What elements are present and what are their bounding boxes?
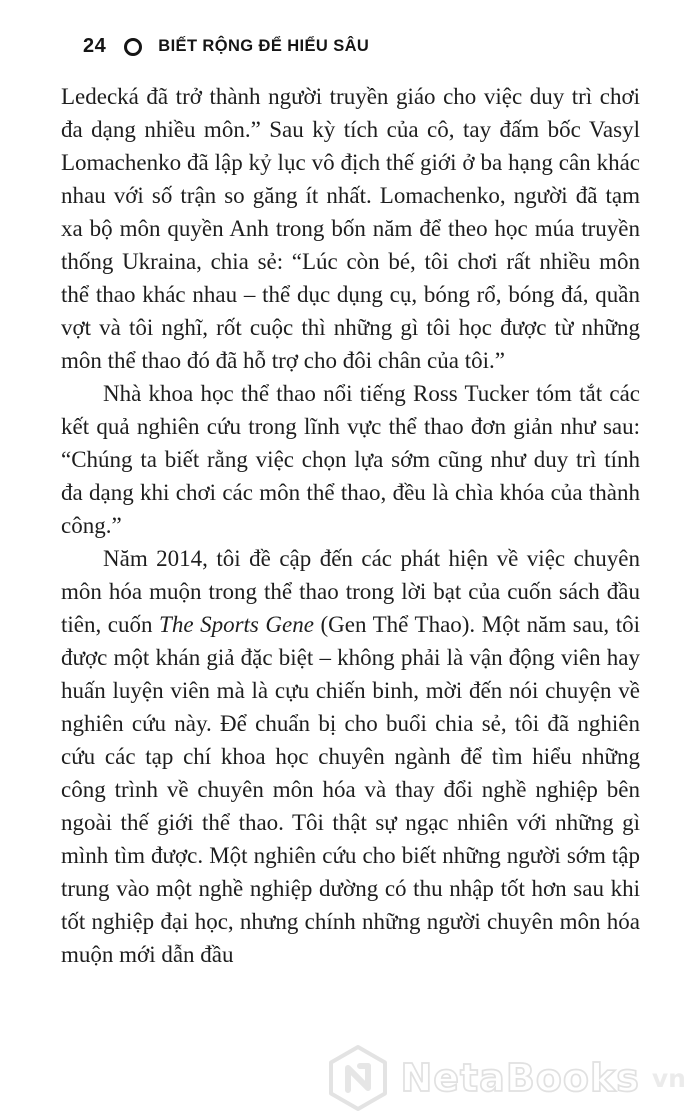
paragraph-ledecka (61, 80, 640, 377)
watermark-tld-text: vn (651, 1063, 686, 1093)
netabooks-watermark (326, 1044, 686, 1112)
netabooks-hexagon-logo-icon (326, 1044, 390, 1112)
paragraph-text: Ledecká đã trở thành người truyền giáo cho việc duy trì chơi đa dạng nhiều môn.” Sau kỳ tích của cô, tay đấm bốc Vasyl Lomachenko đã lập kỷ lục vô địch thế giới ở ba hạng cân khác nhau với số trận so găng ít nhất. Lomachenko, người đã tạm xa bộ môn quyền Anh trong bốn năm để theo học múa truyền thống Ukraina, chia sẻ: “Lúc còn bé, tôi chơi rất nhiều môn thể thao khác nhau – thể dục dụng cụ, bóng rổ, bóng đá, quần vợt và tôi nghĩ, rốt cuộc thì những gì tôi học được từ những môn thể thao đó đã hỗ trợ cho đôi chân của tôi.” (61, 84, 640, 373)
running-title: BIẾT RỘNG ĐỂ HIỂU SÂU (158, 37, 370, 55)
paragraph-text: Năm 2014, tôi đề cập đến các phát hiện về việc chuyên môn hóa muộn trong thể thao trong lời bạt của cuốn sách đầu tiên, cuốn (61, 546, 640, 637)
watermark-brand-text: NetaBooks (400, 1056, 640, 1100)
paragraph-nam-2014 (61, 542, 640, 971)
circle-bullet-icon (124, 38, 142, 56)
paragraph-ross-tucker (61, 377, 640, 542)
book-title-italic: The Sports Gene (159, 612, 314, 637)
paragraph-text: (Gen Thể Thao). Một năm sau, tôi được một khán giả đặc biệt – không phải là vận động viên hay huấn luyện viên mà là cựu chiến binh, mời đến nói chuyện về nghiên cứu này. Để chuẩn bị cho buổi chia sẻ, tôi đã nghiên cứu các tạp chí khoa học chuyên ngành để tìm hiểu những công trình về chuyên môn hóa và thay đổi nghề nghiệp bên ngoài thế giới thể thao. Tôi thật sự ngạc nhiên với những gì mình tìm được. Một nghiên cứu cho biết những người sớm tập trung vào một nghề nghiệp dường có thu nhập tốt hơn sau khi tốt nghiệp đại học, nhưng chính những người chuyên môn hóa muộn mới dẫn đầu (61, 612, 640, 967)
paragraph-text: Nhà khoa học thể thao nổi tiếng Ross Tucker tóm tắt các kết quả nghiên cứu trong lĩnh vực thể thao đơn giản như sau: “Chúng ta biết rằng việc chọn lựa sớm cũng như duy trì tính đa dạng khi chơi các môn thể thao, đều là chìa khóa của thành công.” (61, 381, 640, 538)
page-number: 24 (83, 35, 107, 57)
page-header (83, 35, 369, 58)
page-body (61, 80, 640, 971)
